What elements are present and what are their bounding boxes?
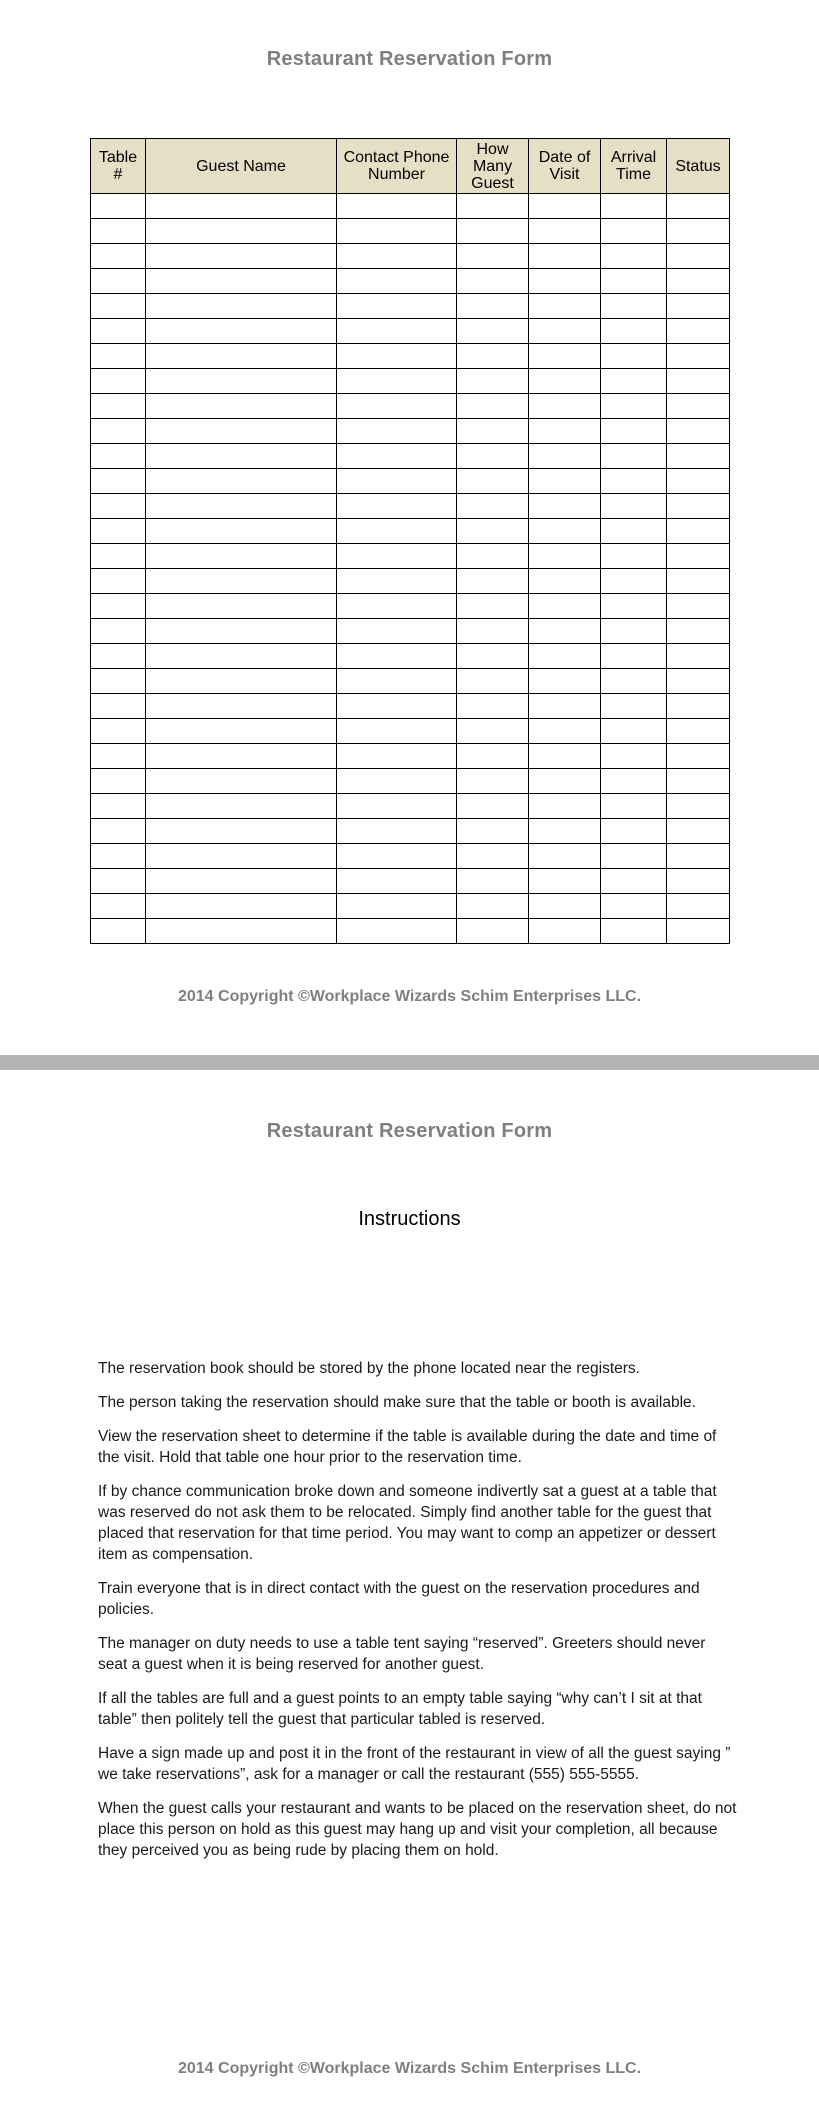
table-cell[interactable] (91, 619, 146, 644)
table-cell[interactable] (146, 794, 337, 819)
table-cell[interactable] (529, 619, 601, 644)
table-cell[interactable] (146, 519, 337, 544)
table-cell[interactable] (337, 669, 457, 694)
table-cell[interactable] (529, 369, 601, 394)
header-guest-count: How Many Guest (457, 139, 529, 194)
table-cell[interactable] (667, 444, 730, 469)
table-cell[interactable] (601, 819, 667, 844)
table-cell[interactable] (91, 194, 146, 219)
table-row (91, 344, 730, 369)
table-cell[interactable] (337, 269, 457, 294)
table-row (91, 294, 730, 319)
table-cell[interactable] (146, 244, 337, 269)
instructions-heading: Instructions (358, 1208, 461, 1230)
table-cell[interactable] (667, 644, 730, 669)
table-cell[interactable] (601, 544, 667, 569)
table-row (91, 394, 730, 419)
table-cell[interactable] (146, 369, 337, 394)
table-cell[interactable] (667, 369, 730, 394)
table-cell[interactable] (667, 544, 730, 569)
table-cell[interactable] (146, 719, 337, 744)
table-cell[interactable] (457, 819, 529, 844)
table-cell[interactable] (667, 394, 730, 419)
table-row (91, 644, 730, 669)
table-cell[interactable] (601, 744, 667, 769)
table-cell[interactable] (529, 594, 601, 619)
table-cell[interactable] (529, 194, 601, 219)
table-cell[interactable] (146, 644, 337, 669)
table-row (91, 519, 730, 544)
table-cell[interactable] (146, 394, 337, 419)
table-cell[interactable] (529, 394, 601, 419)
table-cell[interactable] (667, 669, 730, 694)
table-cell[interactable] (337, 469, 457, 494)
table-cell[interactable] (601, 319, 667, 344)
header-date-of-visit: Date of Visit (529, 139, 601, 194)
table-cell[interactable] (667, 769, 730, 794)
table-cell[interactable] (337, 219, 457, 244)
table-cell[interactable] (601, 419, 667, 444)
instruction-paragraph: View the reservation sheet to determine if the table is available during the date and time of the visit. Hold that table one hour prior to the reservation time. (98, 1428, 717, 1466)
table-cell[interactable] (667, 269, 730, 294)
table-row (91, 194, 730, 219)
table-row (91, 444, 730, 469)
table-cell[interactable] (457, 919, 529, 944)
table-cell[interactable] (91, 244, 146, 269)
table-row (91, 469, 730, 494)
table-row (91, 894, 730, 919)
table-cell[interactable] (601, 794, 667, 819)
table-cell[interactable] (91, 519, 146, 544)
table-row (91, 919, 730, 944)
instruction-paragraph: When the guest calls your restaurant and wants to be placed on the reservation sheet, do not place this person on hold as this guest may hang up and visit your completion, all because they perceived you as being rude by placing them on hold. (98, 1800, 737, 1859)
table-cell[interactable] (337, 419, 457, 444)
table-row (91, 619, 730, 644)
table-cell[interactable] (457, 869, 529, 894)
table-cell[interactable] (601, 519, 667, 544)
table-cell[interactable] (91, 369, 146, 394)
page-title: Restaurant Reservation Form (266, 1120, 553, 1142)
table-cell[interactable] (146, 869, 337, 894)
table-cell[interactable] (529, 794, 601, 819)
table-cell[interactable] (457, 394, 529, 419)
table-cell[interactable] (91, 494, 146, 519)
table-cell[interactable] (337, 744, 457, 769)
table-cell[interactable] (337, 644, 457, 669)
table-row (91, 719, 730, 744)
copyright-footer: 2014 Copyright ©Workplace Wizards Schim Enterprises LLC. (177, 2060, 642, 2077)
header-guest-name: Guest Name (146, 139, 337, 194)
table-cell[interactable] (601, 444, 667, 469)
table-cell[interactable] (91, 769, 146, 794)
table-row (91, 219, 730, 244)
table-cell[interactable] (601, 669, 667, 694)
table-cell[interactable] (601, 369, 667, 394)
table-cell[interactable] (457, 319, 529, 344)
table-cell[interactable] (529, 344, 601, 369)
table-cell[interactable] (337, 344, 457, 369)
table-cell[interactable] (146, 444, 337, 469)
table-cell[interactable] (667, 519, 730, 544)
table-cell[interactable] (667, 719, 730, 744)
table-row (91, 319, 730, 344)
table-cell[interactable] (529, 294, 601, 319)
table-cell[interactable] (667, 569, 730, 594)
header-contact-phone: Contact Phone Number (337, 139, 457, 194)
table-cell[interactable] (529, 669, 601, 694)
table-cell[interactable] (91, 919, 146, 944)
table-cell[interactable] (667, 494, 730, 519)
table-cell[interactable] (146, 594, 337, 619)
instruction-paragraph: The manager on duty needs to use a table tent saying “reserved”. Greeters should never seat a guest when it is being reserved for another guest. (98, 1635, 706, 1673)
table-cell[interactable] (146, 544, 337, 569)
table-cell[interactable] (667, 794, 730, 819)
page-1 (0, 0, 819, 1055)
table-cell[interactable] (457, 244, 529, 269)
table-cell[interactable] (146, 344, 337, 369)
table-cell[interactable] (146, 744, 337, 769)
table-cell[interactable] (529, 819, 601, 844)
table-cell[interactable] (529, 719, 601, 744)
table-cell[interactable] (601, 194, 667, 219)
table-row (91, 569, 730, 594)
table-cell[interactable] (529, 919, 601, 944)
table-cell[interactable] (601, 919, 667, 944)
page-2 (0, 1070, 819, 2128)
table-cell[interactable] (667, 294, 730, 319)
table-cell[interactable] (91, 294, 146, 319)
instruction-paragraph: Train everyone that is in direct contact with the guest on the reservation procedures and policies. (98, 1580, 700, 1618)
table-row (91, 369, 730, 394)
instruction-paragraph: The person taking the reservation should make sure that the table or booth is available. (98, 1394, 696, 1411)
table-cell[interactable] (457, 519, 529, 544)
table-row (91, 244, 730, 269)
table-cell[interactable] (337, 244, 457, 269)
table-cell[interactable] (529, 869, 601, 894)
reservation-table-body (91, 194, 730, 944)
table-cell[interactable] (337, 544, 457, 569)
table-cell[interactable] (457, 744, 529, 769)
instruction-paragraph: If all the tables are full and a guest points to an empty table saying “why can’t I sit at that table” then politely tell the guest that particular tabled is reserved. (98, 1690, 702, 1728)
reservation-table (90, 138, 730, 944)
table-cell[interactable] (667, 319, 730, 344)
table-cell[interactable] (529, 469, 601, 494)
table-cell[interactable] (146, 694, 337, 719)
table-cell[interactable] (457, 644, 529, 669)
table-cell[interactable] (529, 569, 601, 594)
table-cell[interactable] (457, 469, 529, 494)
table-cell[interactable] (667, 894, 730, 919)
table-cell[interactable] (337, 844, 457, 869)
table-cell[interactable] (457, 419, 529, 444)
table-cell[interactable] (457, 794, 529, 819)
table-cell[interactable] (457, 694, 529, 719)
table-cell[interactable] (146, 294, 337, 319)
table-cell[interactable] (601, 719, 667, 744)
table-cell[interactable] (146, 319, 337, 344)
table-row (91, 794, 730, 819)
table-cell[interactable] (337, 444, 457, 469)
header-table-number: Table # (91, 139, 146, 194)
table-cell[interactable] (337, 319, 457, 344)
table-cell[interactable] (91, 569, 146, 594)
table-cell[interactable] (457, 269, 529, 294)
table-cell[interactable] (529, 769, 601, 794)
table-cell[interactable] (529, 519, 601, 544)
table-row (91, 419, 730, 444)
table-cell[interactable] (337, 794, 457, 819)
table-cell[interactable] (337, 694, 457, 719)
table-cell[interactable] (91, 744, 146, 769)
table-cell[interactable] (667, 219, 730, 244)
table-cell[interactable] (667, 844, 730, 869)
table-cell[interactable] (529, 894, 601, 919)
table-cell[interactable] (601, 494, 667, 519)
table-row (91, 819, 730, 844)
table-cell[interactable] (457, 619, 529, 644)
table-cell[interactable] (337, 294, 457, 319)
table-cell[interactable] (667, 594, 730, 619)
table-cell[interactable] (337, 894, 457, 919)
table-cell[interactable] (337, 769, 457, 794)
table-cell[interactable] (91, 444, 146, 469)
table-cell[interactable] (91, 419, 146, 444)
table-cell[interactable] (146, 194, 337, 219)
instruction-paragraph: Have a sign made up and post it in the front of the restaurant in view of all the guest saying ” we take reservations”, ask for a manager or call the restaurant (555) 555-5555. (98, 1745, 731, 1783)
page-title: Restaurant Reservation Form (266, 48, 553, 70)
table-cell[interactable] (601, 844, 667, 869)
table-cell[interactable] (337, 719, 457, 744)
table-cell[interactable] (337, 494, 457, 519)
table-cell[interactable] (337, 569, 457, 594)
table-cell[interactable] (146, 219, 337, 244)
table-cell[interactable] (457, 219, 529, 244)
header-arrival-time: Arrival Time (601, 139, 667, 194)
table-cell[interactable] (146, 469, 337, 494)
table-cell[interactable] (667, 919, 730, 944)
table-cell[interactable] (601, 869, 667, 894)
table-cell[interactable] (529, 694, 601, 719)
table-row (91, 494, 730, 519)
table-cell[interactable] (146, 669, 337, 694)
table-cell[interactable] (146, 919, 337, 944)
table-row (91, 269, 730, 294)
table-cell[interactable] (91, 719, 146, 744)
table-cell[interactable] (667, 344, 730, 369)
table-cell[interactable] (529, 219, 601, 244)
table-cell[interactable] (146, 269, 337, 294)
table-cell[interactable] (91, 894, 146, 919)
table-cell[interactable] (146, 419, 337, 444)
table-cell[interactable] (91, 669, 146, 694)
table-cell[interactable] (529, 244, 601, 269)
table-cell[interactable] (337, 869, 457, 894)
table-row (91, 844, 730, 869)
table-row (91, 544, 730, 569)
table-cell[interactable] (529, 269, 601, 294)
table-cell[interactable] (667, 244, 730, 269)
table-cell[interactable] (601, 594, 667, 619)
table-cell[interactable] (91, 219, 146, 244)
table-cell[interactable] (457, 719, 529, 744)
table-cell[interactable] (457, 894, 529, 919)
table-cell[interactable] (91, 469, 146, 494)
table-row (91, 769, 730, 794)
table-cell[interactable] (667, 869, 730, 894)
table-cell[interactable] (601, 894, 667, 919)
table-cell[interactable] (457, 494, 529, 519)
table-cell[interactable] (529, 744, 601, 769)
page-gap (0, 1055, 819, 1070)
table-cell[interactable] (146, 844, 337, 869)
table-header-row (91, 139, 730, 194)
table-cell[interactable] (91, 844, 146, 869)
table-cell[interactable] (457, 844, 529, 869)
table-cell[interactable] (601, 344, 667, 369)
table-row (91, 694, 730, 719)
instruction-paragraph: The reservation book should be stored by the phone located near the registers. (98, 1360, 640, 1377)
table-cell[interactable] (529, 544, 601, 569)
table-row (91, 869, 730, 894)
table-cell[interactable] (457, 569, 529, 594)
instruction-paragraph: If by chance communication broke down and someone indivertly sat a guest at a table that was reserved do not ask them to be relocated. Simply find another table for the guest that placed that reservation for that time period. You may want to comp an appetizer or dessert item as compensation. (98, 1483, 717, 1563)
table-cell[interactable] (667, 419, 730, 444)
table-cell[interactable] (146, 619, 337, 644)
table-cell[interactable] (457, 344, 529, 369)
table-cell[interactable] (91, 394, 146, 419)
table-cell[interactable] (91, 594, 146, 619)
table-cell[interactable] (337, 919, 457, 944)
table-cell[interactable] (667, 194, 730, 219)
table-cell[interactable] (601, 219, 667, 244)
table-cell[interactable] (91, 819, 146, 844)
copyright-footer: 2014 Copyright ©Workplace Wizards Schim Enterprises LLC. (177, 988, 642, 1005)
table-cell[interactable] (146, 494, 337, 519)
table-cell[interactable] (91, 269, 146, 294)
table-cell[interactable] (91, 869, 146, 894)
table-row (91, 744, 730, 769)
table-cell[interactable] (457, 594, 529, 619)
table-cell[interactable] (91, 319, 146, 344)
table-cell[interactable] (667, 694, 730, 719)
table-cell[interactable] (457, 669, 529, 694)
table-cell[interactable] (529, 319, 601, 344)
table-cell[interactable] (601, 244, 667, 269)
table-cell[interactable] (457, 769, 529, 794)
table-cell[interactable] (667, 469, 730, 494)
table-cell[interactable] (601, 769, 667, 794)
table-row (91, 669, 730, 694)
table-cell[interactable] (457, 294, 529, 319)
table-cell[interactable] (667, 744, 730, 769)
table-cell[interactable] (529, 844, 601, 869)
table-cell[interactable] (337, 194, 457, 219)
table-cell[interactable] (146, 819, 337, 844)
table-cell[interactable] (91, 694, 146, 719)
table-cell[interactable] (601, 569, 667, 594)
table-cell[interactable] (667, 819, 730, 844)
table-cell[interactable] (601, 394, 667, 419)
table-cell[interactable] (146, 769, 337, 794)
table-row (91, 594, 730, 619)
table-cell[interactable] (337, 519, 457, 544)
table-cell[interactable] (91, 544, 146, 569)
table-cell[interactable] (529, 494, 601, 519)
table-cell[interactable] (601, 269, 667, 294)
table-cell[interactable] (601, 469, 667, 494)
table-cell[interactable] (529, 419, 601, 444)
table-cell[interactable] (337, 819, 457, 844)
table-cell[interactable] (601, 619, 667, 644)
table-cell[interactable] (457, 544, 529, 569)
table-cell[interactable] (337, 619, 457, 644)
table-cell[interactable] (146, 569, 337, 594)
table-cell[interactable] (529, 644, 601, 669)
table-cell[interactable] (601, 694, 667, 719)
table-cell[interactable] (529, 444, 601, 469)
table-cell[interactable] (457, 369, 529, 394)
table-cell[interactable] (457, 194, 529, 219)
table-cell[interactable] (457, 444, 529, 469)
table-cell[interactable] (601, 294, 667, 319)
table-cell[interactable] (337, 369, 457, 394)
header-status: Status (667, 139, 730, 194)
instructions-list (98, 1358, 738, 1874)
table-cell[interactable] (91, 794, 146, 819)
table-cell[interactable] (337, 394, 457, 419)
table-cell[interactable] (337, 594, 457, 619)
table-cell[interactable] (91, 344, 146, 369)
table-cell[interactable] (667, 619, 730, 644)
table-cell[interactable] (146, 894, 337, 919)
table-cell[interactable] (91, 644, 146, 669)
table-cell[interactable] (601, 644, 667, 669)
